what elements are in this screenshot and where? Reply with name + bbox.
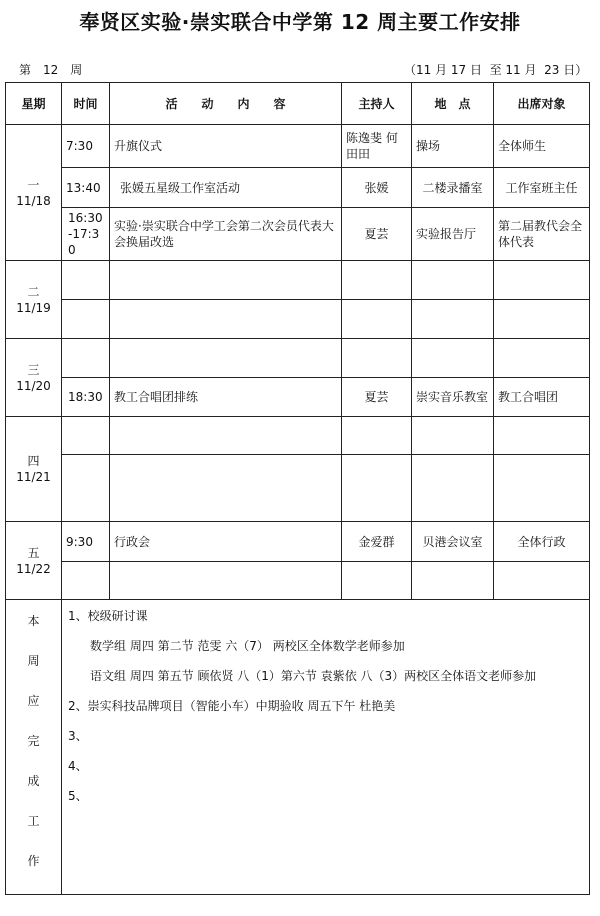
activity-cell	[110, 261, 342, 300]
page-title: 奉贤区实验·崇实联合中学第 12 周主要工作安排	[79, 10, 521, 34]
host-cell	[342, 417, 412, 455]
task-item: 2、崇实科技品牌项目（智能小车）中期验收 周五下午 杜艳美	[68, 699, 396, 713]
day-date: 11/19	[16, 300, 51, 315]
time-cell	[62, 455, 110, 522]
table-row	[6, 339, 590, 378]
date-range: （11 月 17 日 至 11 月 23 日）	[404, 63, 588, 77]
host-cell: 夏芸	[342, 378, 412, 417]
host-cell: 金爱群	[342, 522, 412, 562]
audience-cell: 全体师生	[494, 125, 590, 168]
host-cell	[342, 562, 412, 600]
col-header-activity: 活 动 内 容	[110, 83, 342, 125]
host-cell	[342, 339, 412, 378]
tasks-cell	[62, 600, 590, 895]
time-cell: 16:30-17:30	[62, 208, 110, 261]
host-cell	[342, 455, 412, 522]
task-item: 5、	[68, 789, 88, 803]
time-cell: 9:30	[62, 522, 110, 562]
audience-cell	[494, 455, 590, 522]
task-item: 1、校级研讨课	[68, 609, 148, 623]
activity-cell	[110, 300, 342, 339]
day-date: 11/22	[16, 561, 51, 576]
host-cell: 张媛	[342, 168, 412, 208]
place-cell	[412, 417, 494, 455]
day-date: 11/18	[16, 193, 51, 208]
time-cell	[62, 339, 110, 378]
audience-cell: 全体行政	[494, 522, 590, 562]
day-cell-tue	[6, 261, 62, 339]
day-label: 三	[27, 362, 40, 377]
day-cell-thu	[6, 417, 62, 522]
table-row	[6, 562, 590, 600]
time-cell	[62, 300, 110, 339]
place-cell: 贝港会议室	[412, 522, 494, 562]
table-row	[6, 522, 590, 562]
place-cell	[412, 339, 494, 378]
activity-cell: 行政会	[110, 522, 342, 562]
audience-cell	[494, 261, 590, 300]
col-header-weekday: 星期	[6, 83, 62, 125]
audience-cell	[494, 562, 590, 600]
task-item: 3、	[68, 729, 88, 743]
time-cell	[62, 562, 110, 600]
place-cell: 崇实音乐教室	[412, 378, 494, 417]
tasks-side-label: 本 周 应 完 成 工 作	[6, 600, 62, 895]
activity-cell	[110, 562, 342, 600]
col-header-audience: 出席对象	[494, 83, 590, 125]
time-cell: 18:30	[62, 378, 110, 417]
place-cell	[412, 562, 494, 600]
schedule-table	[5, 82, 590, 895]
time-cell	[62, 261, 110, 300]
activity-cell	[110, 339, 342, 378]
activity-cell	[110, 417, 342, 455]
day-label: 四	[27, 454, 40, 468]
table-row	[6, 261, 590, 300]
table-row	[6, 168, 590, 208]
tasks-row	[6, 600, 590, 895]
table-row	[6, 417, 590, 455]
place-cell: 二楼录播室	[412, 168, 494, 208]
activity-cell	[110, 455, 342, 522]
day-label: 二	[27, 284, 40, 299]
time-cell: 7:30	[62, 125, 110, 168]
task-item: 语文组 周四 第五节 顾依贤 八（1）第六节 袁紫依 八（3）两校区全体语文老师参加	[90, 669, 537, 683]
col-header-time: 时间	[62, 83, 110, 125]
task-item: 数学组 周四 第二节 范雯 六（7） 两校区全体数学老师参加	[90, 639, 405, 653]
task-item: 4、	[68, 759, 88, 773]
col-header-host: 主持人	[342, 83, 412, 125]
place-cell	[412, 261, 494, 300]
col-header-place: 地 点	[412, 83, 494, 125]
day-label: 五	[27, 545, 40, 560]
host-cell: 夏芸	[342, 208, 412, 261]
activity-cell: 张媛五星级工作室活动	[110, 168, 342, 208]
day-cell-mon	[6, 125, 62, 261]
table-row	[6, 208, 590, 261]
time-cell: 13:40	[62, 168, 110, 208]
audience-cell: 第二届教代会全体代表	[494, 208, 590, 261]
audience-cell	[494, 417, 590, 455]
header-row	[6, 83, 590, 125]
activity-cell: 升旗仪式	[110, 125, 342, 168]
day-date: 11/21	[16, 470, 51, 484]
day-cell-fri	[6, 522, 62, 600]
table-row	[6, 300, 590, 339]
activity-cell: 教工合唱团排练	[110, 378, 342, 417]
audience-cell	[494, 339, 590, 378]
audience-cell	[494, 300, 590, 339]
week-label: 第 12 周	[19, 63, 83, 77]
place-cell: 操场	[412, 125, 494, 168]
audience-cell: 工作室班主任	[494, 168, 590, 208]
table-row	[6, 378, 590, 417]
place-cell: 实验报告厅	[412, 208, 494, 261]
audience-cell: 教工合唱团	[494, 378, 590, 417]
table-row	[6, 125, 590, 168]
host-cell: 陈逸斐 何田田	[342, 125, 412, 168]
day-cell-wed	[6, 339, 62, 417]
place-cell	[412, 300, 494, 339]
day-label: 一	[27, 177, 40, 192]
day-date: 11/20	[16, 378, 51, 393]
place-cell	[412, 455, 494, 522]
host-cell	[342, 261, 412, 300]
activity-cell: 实验·崇实联合中学工会第二次会员代表大会换届改选	[110, 208, 342, 261]
table-row	[6, 455, 590, 522]
host-cell	[342, 300, 412, 339]
time-cell	[62, 417, 110, 455]
